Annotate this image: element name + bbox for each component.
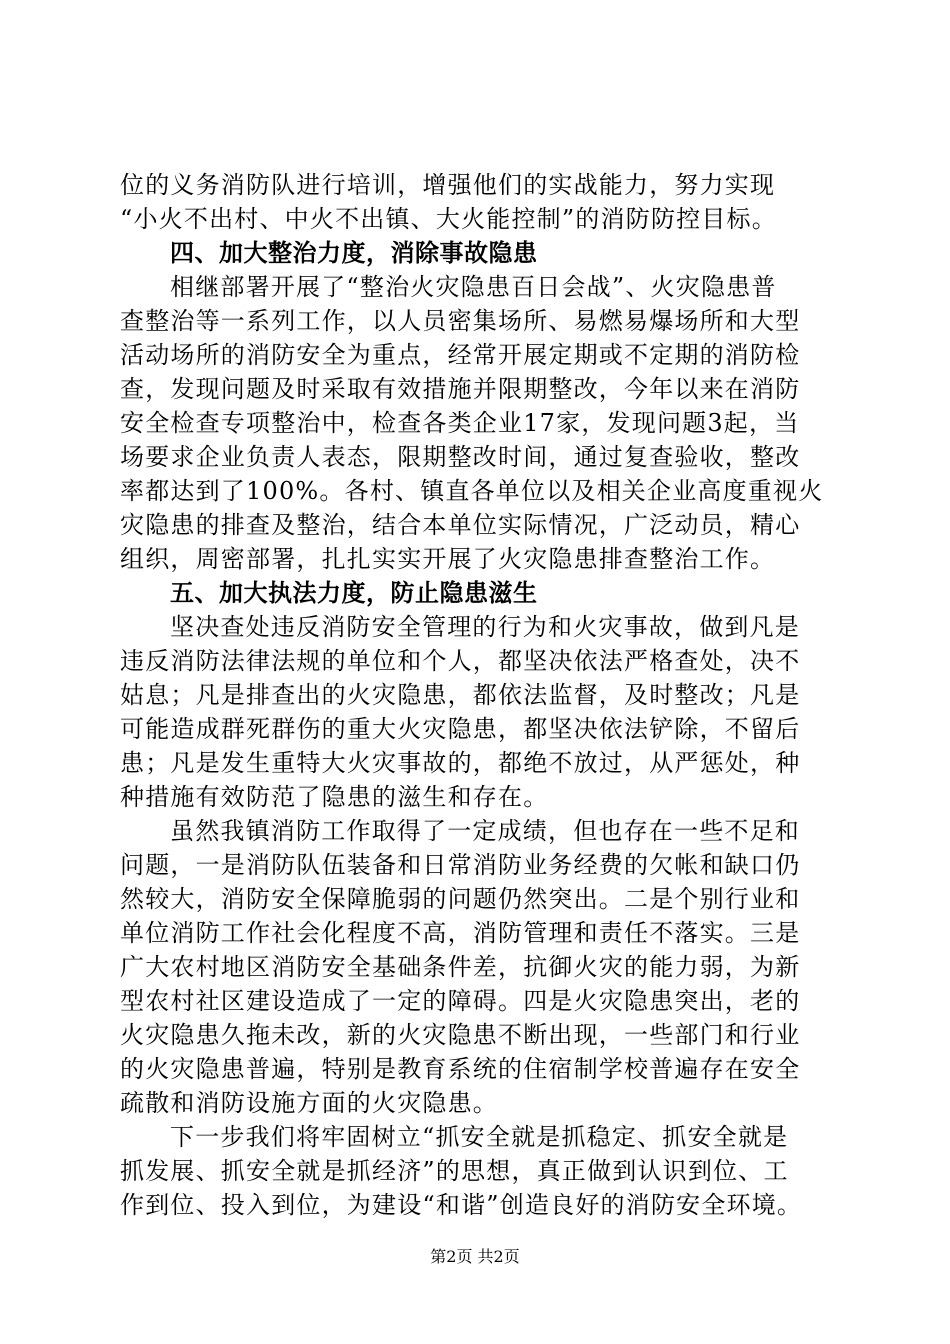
text-line: 活动场所的消防安全为重点，经常开展定期或不定期的消防检 [120,341,801,369]
text-line: 患；凡是发生重特大火灾事故的，都绝不放过，从严惩处，种 [120,749,801,777]
text-line: 相继部署开展了“整治火灾隐患百日会战”、火灾隐患普 [170,273,777,301]
text-line: 种措施有效防范了隐患的滋生和存在。 [120,783,549,811]
text-line: 场要求企业负责人表态，限期整改时间，通过复查验收，整改 [120,443,801,471]
text-line: 单位消防工作社会化程度不高，消防管理和责任不落实。三是 [120,919,801,947]
text-line: 问题，一是消防队伍装备和日常消防业务经费的欠帐和缺口仍 [120,851,801,879]
document-body [120,168,832,1222]
text-line: 姑息；凡是排查出的火灾隐患，都依法监督，及时整改；凡是 [120,681,801,709]
text-line: 违反消防法律法规的单位和个人，都坚决依法严格查处，决不 [120,647,801,675]
text-line: 作到位、投入到位，为建设“和谐”创造良好的消防安全环境。 [120,1191,803,1219]
text-line: 火灾隐患久拖未改，新的火灾隐患不断出现，一些部门和行业 [120,1021,801,1049]
text-line: “小火不出村、中火不出镇、大火能控制”的消防防控目标。 [120,205,777,233]
text-line: 的火灾隐患普遍，特别是教育系统的住宿制学校普遍存在安全 [120,1055,801,1083]
text-line: 灾隐患的排查及整治，结合本单位实际情况，广泛动员，精心 [120,511,801,539]
section-heading: 五、加大执法力度，防止隐患滋生 [170,579,538,607]
text-line: 抓发展、抓安全就是抓经济”的思想，真正做到认识到位、工 [120,1157,789,1185]
text-line: 型农村社区建设造成了一定的障碍。四是火灾隐患突出，老的 [120,987,801,1015]
text-line: 坚决查处违反消防安全管理的行为和火灾事故，做到凡是 [170,613,800,641]
text-line: 然较大，消防安全保障脆弱的问题仍然突出。二是个别行业和 [120,885,801,913]
text-line: 查，发现问题及时采取有效措施并限期整改，今年以来在消防 [120,375,801,403]
text-line: 组织，周密部署，扎扎实实开展了火灾隐患排查整治工作。 [120,545,776,573]
text-line: 查整治等一系列工作，以人员密集场所、易燃易爆场所和大型 [120,307,801,335]
text-line: 率都达到了100%。各村、镇直各单位以及相关企业高度重视火 [120,477,824,505]
text-line: 疏散和消防设施方面的火灾隐患。 [120,1089,498,1117]
text-line: 位的义务消防队进行培训，增强他们的实战能力，努力实现 [120,171,776,199]
text-line: 虽然我镇消防工作取得了一定成绩，但也存在一些不足和 [170,817,800,845]
text-line: 安全检查专项整治中，检查各类企业17家，发现问题3起，当 [120,409,800,437]
text-line: 广大农村地区消防安全基础条件差，抗御火灾的能力弱，为新 [120,953,801,981]
page-footer: 第2页 共2页 [430,1247,520,1266]
section-heading: 四、加大整治力度，消除事故隐患 [170,239,538,267]
text-line: 下一步我们将牢固树立“抓安全就是抓稳定、抓安全就是 [170,1123,789,1151]
text-line: 可能造成群死群伤的重大火灾隐患，都坚决依法铲除，不留后 [120,715,801,743]
